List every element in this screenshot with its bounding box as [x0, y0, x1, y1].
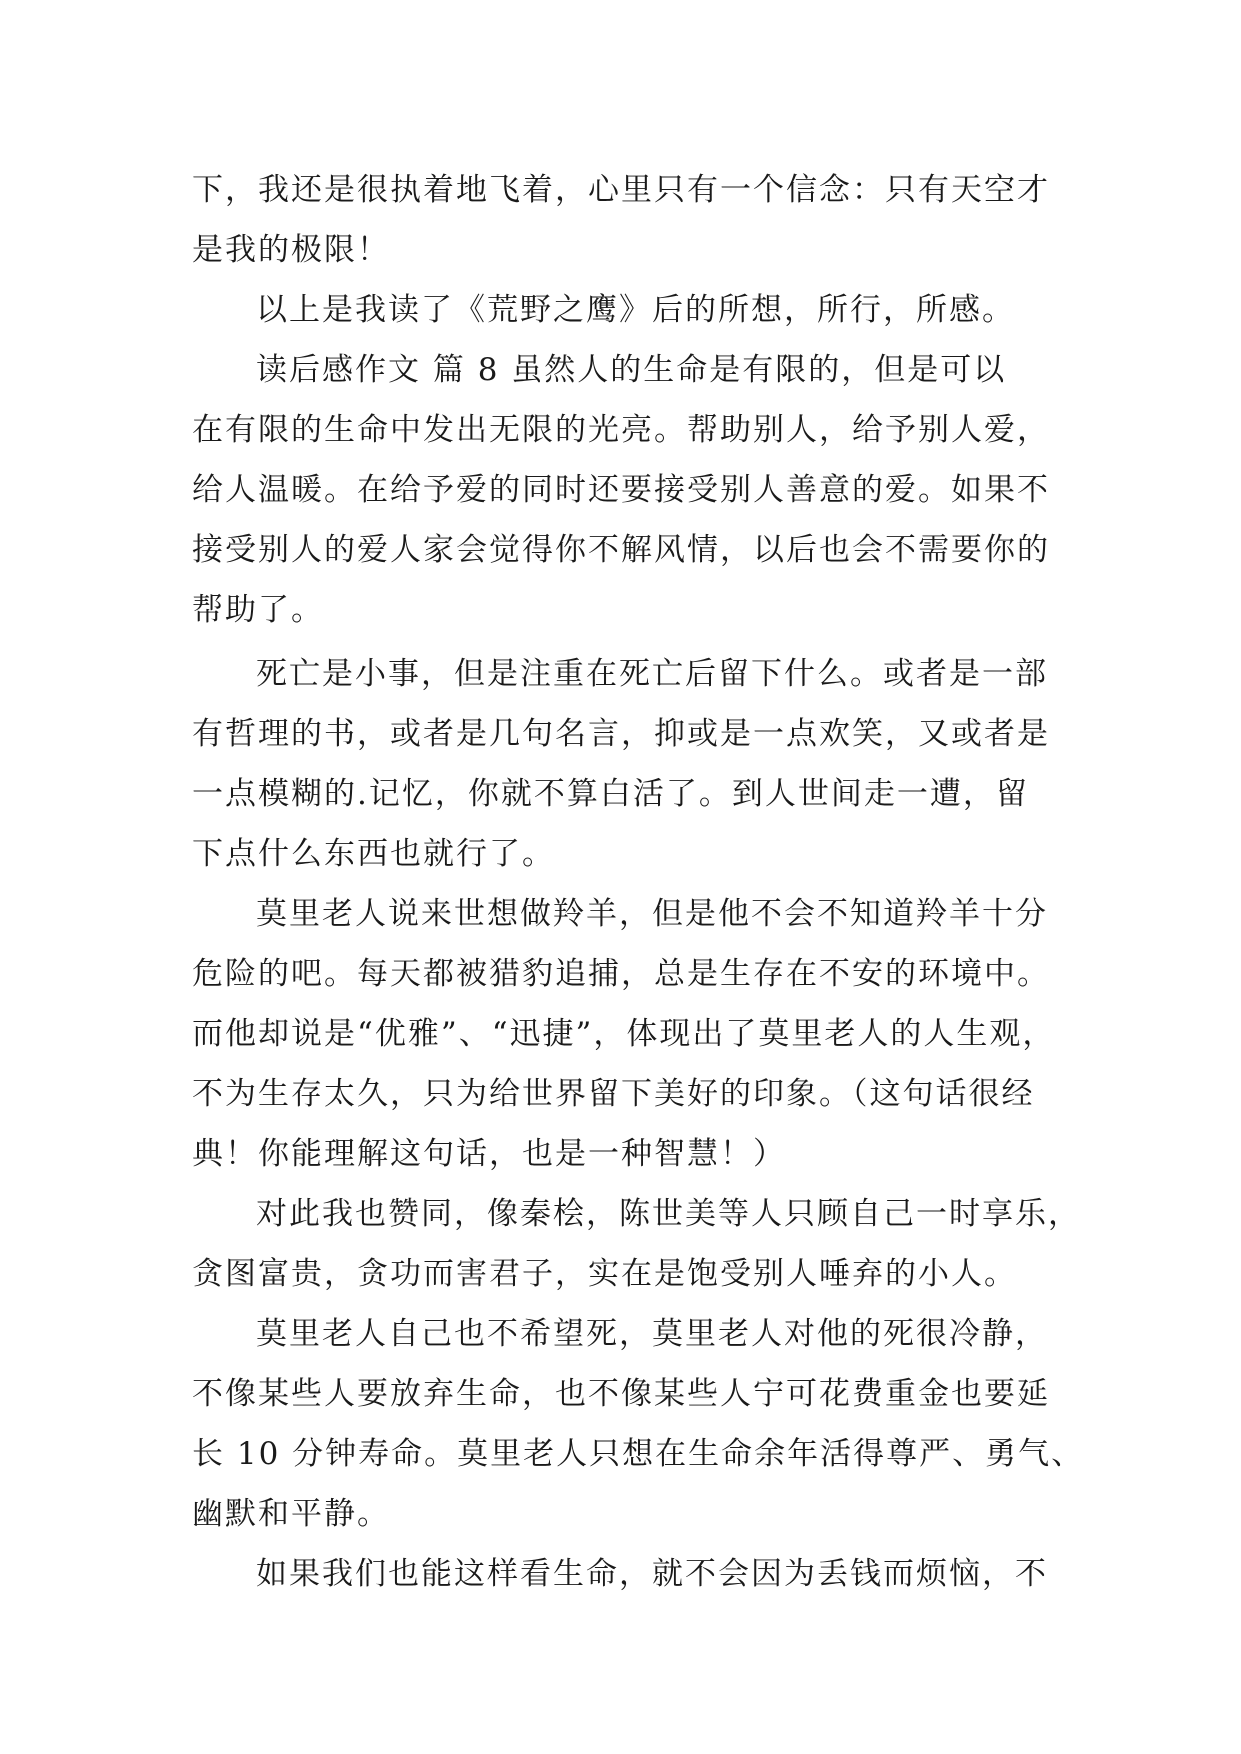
text-line: 莫里老人自己也不希望死，莫里老人对他的死很冷静，	[256, 1316, 1048, 1352]
text-line: 一点模糊的.记忆，你就不算白活了。到人世间走一遭，留	[192, 776, 1029, 812]
text-line: 下，我还是很执着地飞着，心里只有一个信念：只有天空才	[192, 172, 1050, 208]
text-line: 幽默和平静。	[192, 1496, 390, 1532]
text-line: 典！你能理解这句话，也是一种智慧！）	[192, 1136, 786, 1172]
section-heading-line: 读后感作文 篇 8 虽然人的生命是有限的，但是可以	[256, 352, 1007, 388]
text-line: 接受别人的爱人家会觉得你不解风情，以后也会不需要你的	[192, 532, 1050, 568]
text-line: 而他却说是“优雅”、“迅捷”，体现出了莫里老人的人生观，	[192, 1016, 1056, 1052]
text-line: 在有限的生命中发出无限的光亮。帮助别人，给予别人爱，	[192, 412, 1050, 448]
text-line: 不为生存太久，只为给世界留下美好的印象。（这句话很经	[192, 1076, 1035, 1112]
text-line: 下点什么东西也就行了。	[192, 836, 555, 872]
text-line: 贪图富贵，贪功而害君子，实在是饱受别人唾弃的小人。	[192, 1256, 1017, 1292]
text-line: 不像某些人要放弃生命，也不像某些人宁可花费重金也要延	[192, 1376, 1050, 1412]
text-line: 以上是我读了《荒野之鹰》后的所想，所行，所感。	[256, 292, 1015, 328]
document-body	[192, 160, 1085, 1604]
text-line: 莫里老人说来世想做羚羊，但是他不会不知道羚羊十分	[256, 896, 1048, 932]
text-line: 长 10 分钟寿命。莫里老人只想在生命余年活得尊严、勇气、	[192, 1436, 1085, 1472]
text-line: 是我的极限！	[192, 232, 390, 268]
text-line: 危险的吧。每天都被猎豹追捕，总是生存在不安的环境中。	[192, 956, 1050, 992]
text-line: 如果我们也能这样看生命，就不会因为丢钱而烦恼，不	[256, 1556, 1048, 1592]
text-line: 对此我也赞同，像秦桧，陈世美等人只顾自己一时享乐，	[256, 1196, 1081, 1232]
text-line: 死亡是小事，但是注重在死亡后留下什么。或者是一部	[256, 656, 1048, 692]
text-line: 给人温暖。在给予爱的同时还要接受别人善意的爱。如果不	[192, 472, 1050, 508]
text-line: 有哲理的书，或者是几句名言，抑或是一点欢笑，又或者是	[192, 716, 1050, 752]
text-line: 帮助了。	[192, 592, 324, 628]
